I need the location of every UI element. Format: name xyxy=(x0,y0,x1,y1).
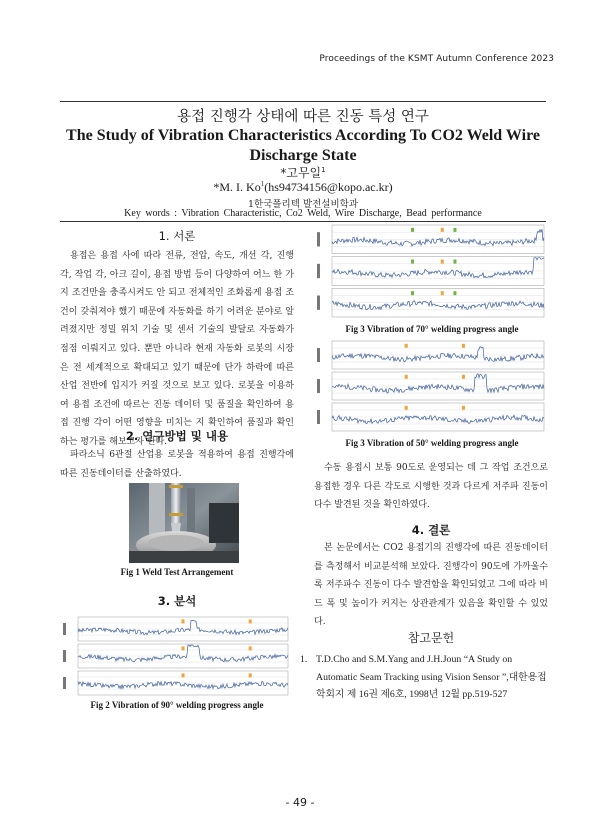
reference-text: T.D.Cho and S.M.Yang and J.H.Joun “A Study on Automatic Seam Tracking using Vision Sensor ”,대한용접학회지 제 16권 제6호, 1998년 12월 pp.519-527 xyxy=(316,654,547,700)
references-heading: 참고문헌 xyxy=(407,631,455,645)
korean-author xyxy=(60,164,546,181)
keywords: Key words : Vibration Characteristic, Co2 Weld, Wire Discharge, Bead performance xyxy=(124,208,482,219)
fig2-caption: Fig 2 Vibration of 90° welding progress angle xyxy=(90,700,264,710)
analysis-heading: 3. 분석 xyxy=(157,594,197,608)
vibration-trace xyxy=(332,258,544,278)
conclusion-text: 본 논문에서는 CO2 용접기의 진행각에 따른 진동데이터를 측정해서 비교분석해 보았다. 진행각이 90도에 가까울수록 저주파수 진동이 다수 발견함을 확인되었고 그에 따라 비드 폭 및 높이가 커지는 상관관계가 있음을 확인할 수 있었다. xyxy=(314,543,548,628)
plot-axis-label-mark xyxy=(63,623,66,635)
korean-author-sup: 1 xyxy=(321,166,326,174)
fig1-caption: Fig 1 Weld Test Arrangement xyxy=(120,567,234,577)
fig3b-vibration-plot xyxy=(314,338,548,434)
method-text: 파라소닉 6관절 산업용 로봇을 적용하여 용접 진행각에 따른 진동데이터를 산출하였다. xyxy=(60,450,294,479)
plot-event-marker xyxy=(405,406,408,410)
plot-event-marker xyxy=(182,646,185,650)
vibration-trace xyxy=(332,374,544,393)
korean-author-name: *고무일 xyxy=(280,166,322,180)
fig3b-caption: Fig 3 Vibration of 50° welding progress angle xyxy=(345,438,519,448)
plot-event-marker xyxy=(462,375,465,379)
english-author-name: *M. I. Ko xyxy=(213,180,261,194)
vibration-trace xyxy=(332,229,544,246)
vibration-trace xyxy=(332,415,544,423)
method-heading: 2. 연구방법 및 내용 xyxy=(125,429,229,443)
plot-event-marker xyxy=(462,344,465,348)
intro-heading: 1. 서론 xyxy=(158,229,196,243)
vibration-trace xyxy=(332,301,544,310)
conclusion-paragraph xyxy=(314,539,548,632)
intro-text: 용접은 용접 사에 따라 전류, 전압, 속도, 개선 각, 진행 각, 작업 각, 아크 길이, 용접 방법 등이 다양하여 어느 한 가지 조건만을 충족시켜도 안 되고 전체적인 조화롭게 용접 조건이 갖춰져야 했기 때문에 자동화를 하기 어려운 분야로 알려졌지만 정밀 위치 기술 및 센서 기술의 발달로 자동화가 점점 이뤄지고 있다. 뿐만 아니라 현재 자동화 로봇의 시장은 전 세계적으로 확대되고 있기 때문에 단가 하락에 따른 산업 전반에 입지가 커질 것으로 보고 있다. 로봇을 이용하여 용접 조건에 따르는 진동 데이터 및 품질을 확인하여 용접 진행 각이 어떤 영향을 미치는 지 확인하여 품질과 확인하는 평가를 해보고자 한다. xyxy=(60,251,294,447)
fig2-vibration-plot xyxy=(60,614,292,698)
english-author xyxy=(60,180,546,195)
intro-paragraph xyxy=(60,247,294,452)
plot-event-marker xyxy=(462,406,465,410)
plot-axis-label-mark xyxy=(63,677,66,689)
plot-event-marker xyxy=(405,344,408,348)
plot-event-marker xyxy=(453,291,456,295)
method-paragraph xyxy=(60,446,294,483)
plot-event-marker xyxy=(249,646,252,650)
plot-event-marker xyxy=(405,375,408,379)
plot-axis-label-mark xyxy=(317,296,320,310)
plot-event-marker xyxy=(249,619,252,623)
fig3a-vibration-plot xyxy=(314,222,548,320)
conclusion-heading: 4. 결론 xyxy=(411,523,451,537)
page-number: - 49 - xyxy=(285,796,315,809)
plot-axis-label-mark xyxy=(317,264,320,278)
vibration-trace xyxy=(332,347,544,362)
plot-event-marker xyxy=(453,260,456,264)
reference-number: 1. xyxy=(300,654,308,665)
plot-event-marker xyxy=(441,260,444,264)
plot-axis-label-mark xyxy=(317,410,320,424)
running-header: Proceedings of the KSMT Autumn Conference 2023 xyxy=(319,54,554,64)
affiliation: 1한국폴리텍 발전설비학과 xyxy=(247,199,358,210)
header-rule xyxy=(60,101,546,102)
plot-axis-label-mark xyxy=(317,379,320,393)
plot-event-marker xyxy=(182,619,185,623)
plot-event-marker xyxy=(182,673,185,677)
english-title: The Study of Vibration Characteristics According To CO2 Weld Wire Discharge State xyxy=(66,127,540,164)
plot-event-marker xyxy=(441,228,444,232)
analysis-paragraph xyxy=(314,459,548,515)
plot-axis-label-mark xyxy=(63,650,66,662)
weld-test-photo xyxy=(129,483,239,563)
plot-event-marker xyxy=(249,673,252,677)
plot-axis-label-mark xyxy=(317,348,320,362)
fig3a-caption: Fig 3 Vibration of 70° welding progress angle xyxy=(345,324,519,334)
english-author-sup: 1 xyxy=(260,180,265,188)
plot-event-marker xyxy=(411,260,414,264)
korean-title: 용접 진행각 상태에 따른 진동 특성 연구 xyxy=(177,109,429,125)
reference-item xyxy=(300,651,550,704)
plot-event-marker xyxy=(441,291,444,295)
vibration-trace xyxy=(78,681,288,689)
plot-event-marker xyxy=(411,291,414,295)
author-email: (hs94734156@kopo.ac.kr) xyxy=(264,180,393,194)
plot-axis-label-mark xyxy=(317,232,320,246)
plot-event-marker xyxy=(453,228,456,232)
plot-event-marker xyxy=(411,228,414,232)
analysis-text: 수동 용접시 보통 90도로 운영되는 데 그 작업 조건으로 용접한 경우 다른 각도로 시행한 것과 다르게 저주파 진동이 다수 발견된 것을 확인하였다. xyxy=(314,463,548,511)
